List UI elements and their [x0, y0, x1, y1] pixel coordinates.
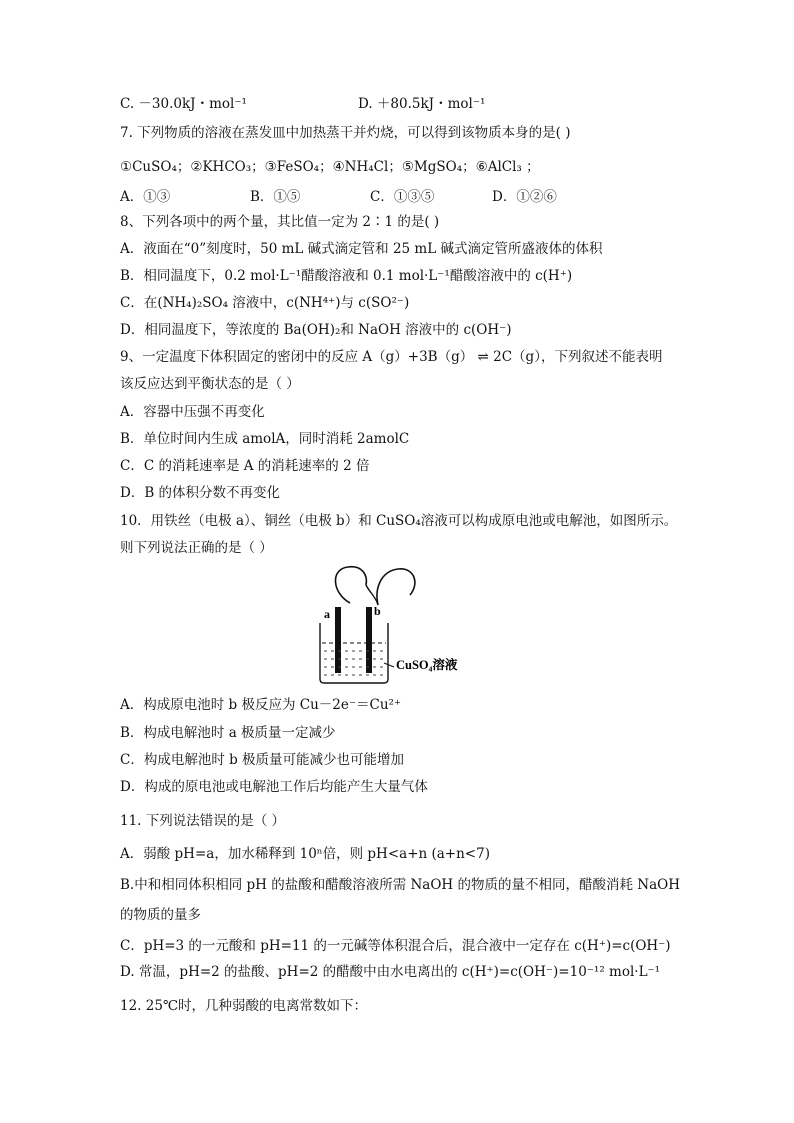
option-c-q10: C．构成电解池时 b 极质量可能减少也可能增加: [120, 752, 405, 768]
option-b-q11-cont: 的物质的量多: [120, 907, 201, 923]
option-c-q9: C．C 的消耗速率是 A 的消耗速率的 2 倍: [120, 458, 370, 474]
option-a-q11: A．弱酸 pH=a，加水稀释到 10ⁿ倍，则 pH<a+n (a+n<7): [120, 846, 490, 862]
question-9-cont: 该反应达到平衡状态的是（ ）: [120, 376, 300, 392]
option-b-q9: B．单位时间内生成 amolA，同时消耗 2amolC: [120, 431, 410, 447]
question-8: 8、下列各项中的两个量，其比值一定为 2∶1 的是( ): [120, 214, 440, 230]
option-d-q11: D. 常温，pH=2 的盐酸、pH=2 的醋酸中由水电离出的 c(H⁺)=c(OH⁻)=10⁻¹² mol·L⁻¹: [120, 964, 661, 980]
electrode-b: [366, 607, 372, 673]
label-a: a: [324, 607, 330, 621]
option-b-q11: B.中和相同体积相同 pH 的盐酸和醋酸溶液所需 NaOH 的物质的量不相同，醋酸消耗 NaOH: [120, 877, 680, 893]
option-c-q7: C．①③⑤: [370, 189, 435, 205]
electrolysis-cell-figure: [318, 563, 488, 688]
option-a-q7: A．①③: [120, 189, 171, 205]
pointer-line: [384, 663, 394, 667]
question-10: 10．用铁丝（电极 a）、铜丝（电极 b）和 CuSO₄溶液可以构成原电池或电解池，如图所示。: [120, 513, 678, 529]
beaker-diagram: [318, 563, 488, 688]
option-c-q8: C．在(NH₄)₂SO₄ 溶液中，c(NH⁴⁺)与 c(SO²⁻): [120, 295, 410, 311]
option-b-q10: B．构成电解池时 a 极质量一定减少: [120, 725, 336, 741]
question-12: 12. 25℃时，几种弱酸的电离常数如下：: [120, 998, 368, 1014]
option-c-q11: C．pH=3 的一元酸和 pH=11 的一元碱等体积混合后，混合液中一定存在 c(H⁺)=c(OH⁻): [120, 938, 671, 954]
option-c-q6: C. －30.0kJ・mol⁻¹: [120, 96, 247, 112]
option-a-q8: A．液面在“0”刻度时，50 mL 碱式滴定管和 25 mL 碱式滴定管所盛液体的体积: [120, 241, 603, 257]
option-a-q9: A．容器中压强不再变化: [120, 404, 265, 420]
option-b-q8: B．相同温度下，0.2 mol·L⁻¹醋酸溶液和 0.1 mol·L⁻¹醋酸溶液中的 c(H⁺): [120, 268, 573, 284]
question-7: 7. 下列物质的溶液在蒸发皿中加热蒸干并灼烧，可以得到该物质本身的是( ): [120, 125, 571, 141]
option-d-q8: D．相同温度下，等浓度的 Ba(OH)₂和 NaOH 溶液中的 c(OH⁻): [120, 322, 512, 338]
option-a-q10: A．构成原电池时 b 极反应为 Cu－2e⁻＝Cu²⁺: [120, 697, 402, 713]
electrode-a: [335, 607, 341, 673]
option-d-q7: D．①②⑥: [492, 189, 557, 205]
label-b: b: [374, 604, 381, 618]
solution-label: CuSO₄溶液: [396, 658, 458, 672]
wire-left: [335, 567, 366, 603]
wire-right: [377, 569, 415, 605]
option-d-q10: D．构成的原电池或电解池工作后均能产生大量气体: [120, 779, 428, 795]
beaker: [320, 623, 388, 683]
option-d-q9: D．B 的体积分数不再变化: [120, 485, 281, 501]
question-10-cont: 则下列说法正确的是（ ）: [120, 540, 273, 556]
question-7-items: ①CuSO₄；②KHCO₃；③FeSO₄；④NH₄Cl；⑤MgSO₄；⑥AlCl₃ ；: [120, 159, 540, 175]
question-11: 11. 下列说法错误的是（ ）: [120, 813, 286, 829]
question-9: 9、一定温度下体积固定的密闭中的反应 A（g）+3B（g） ⇌ 2C（g），下列叙述不能表明: [120, 349, 663, 365]
option-d-q6: D. ＋80.5kJ・mol⁻¹: [358, 96, 486, 112]
option-b-q7: B．①⑤: [250, 189, 301, 205]
